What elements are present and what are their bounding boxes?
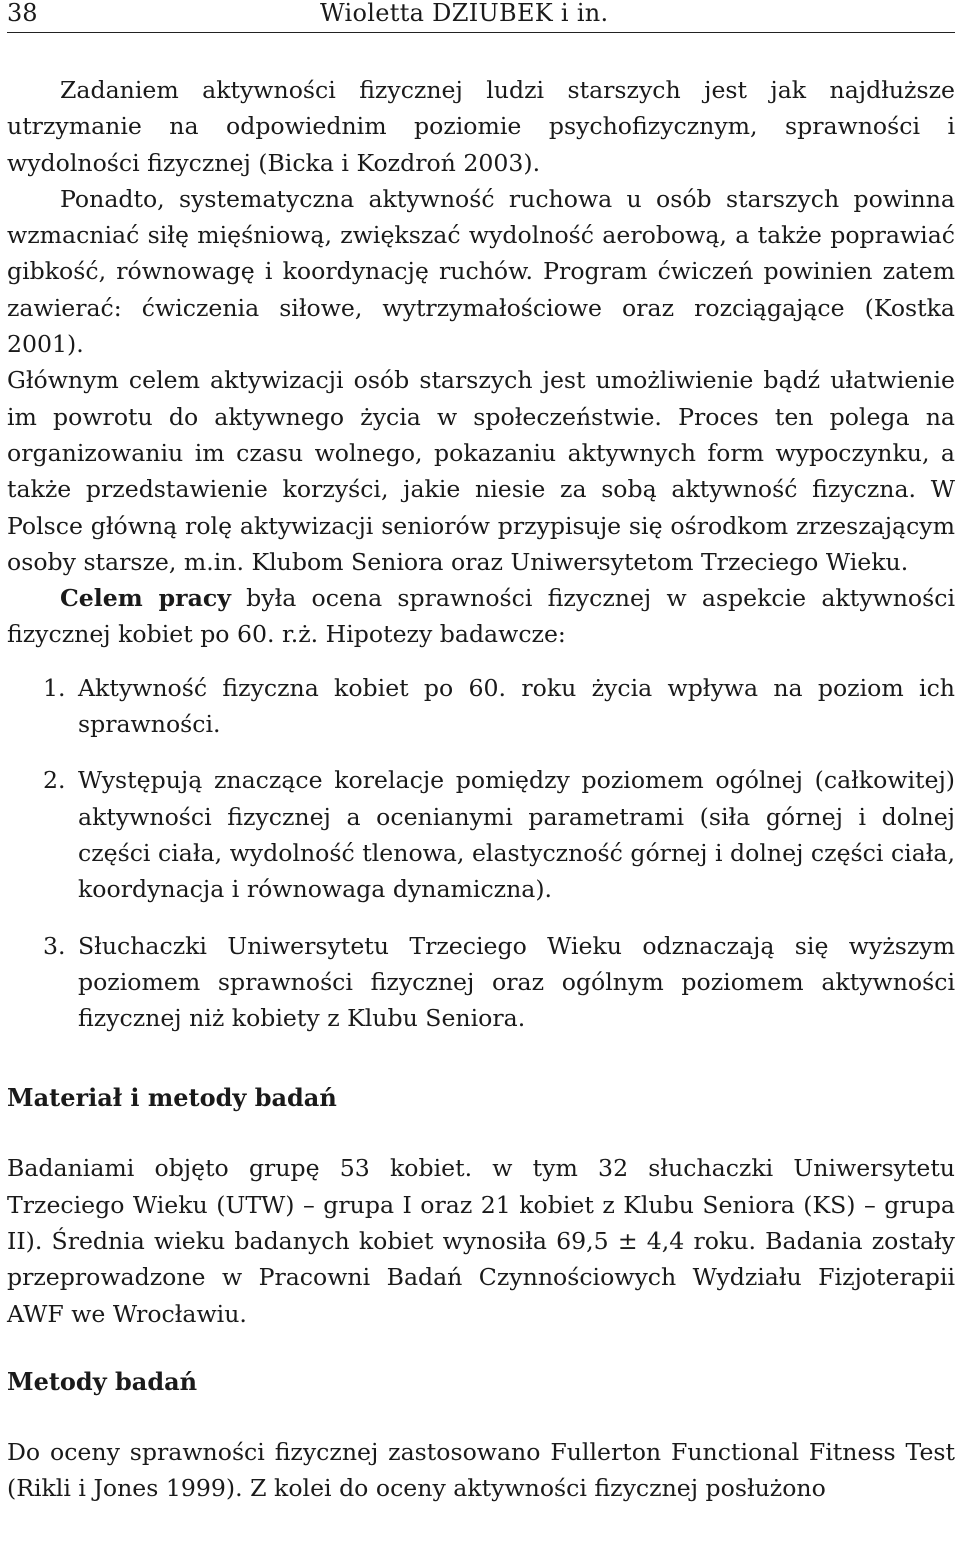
aim-label: Celem pracy xyxy=(60,584,231,613)
section-heading-metody: Metody badań xyxy=(7,1366,198,1396)
page-number: 38 xyxy=(7,0,38,27)
running-head xyxy=(7,0,955,33)
paragraph-intro-3: Głównym celem aktywizacji osób starszych jest umożliwienie bądź ułatwienie im powrotu do aktywnego życia w społeczeństwie. Proces ten polega na organizowaniu im czasu wolnego, pokazaniu aktywnych form wypoczynku, a także przedstawienie korzyści, jakie niesie za sobą aktywność fizyczna. W Polsce główną rolę aktywizacji seniorów przypisuje się ośrodkom zrzeszającym osoby starsze, m.in. Klubom Seniora oraz Uniwersytetom Trzeciego Wieku. xyxy=(7,366,955,576)
paragraph-intro-2: Ponadto, systematyczna aktywność ruchowa u osób starszych powinna wzmacniać siłę mięśniową, zwiększać wydolność aerobową, a także poprawiać gibkość, równowagę i koordynację ruchów. Program ćwiczeń powinien zatem zawierać: ćwiczenia siłowe, wytrzymałościowe oraz rozciągające (Kostka 2001). xyxy=(7,184,955,359)
page xyxy=(7,0,955,1507)
hypothesis-item xyxy=(7,928,955,1037)
section-heading-material: Materiał i metody badań xyxy=(7,1083,337,1113)
hypothesis-text: Występują znaczące korelacje pomiędzy poziomem ogólnej (całkowitej) aktywności fizycznej a ocenianymi parametrami (siła górnej i dolnej części ciała, wydolność tlenowa, elastyczność górnej i dolnej części ciała, koordynacja i równowaga dynamiczna). xyxy=(78,766,955,904)
hypothesis-text: Aktywność fizyczna kobiet po 60. roku życia wpływa na poziom ich sprawności. xyxy=(78,673,955,739)
paragraph-intro-1: Zadaniem aktywności fizycznej ludzi starszych jest jak najdłuższe utrzymanie na odpowiednim poziomie psychofizycznym, sprawności i wydolności fizycznej (Bicka i Kozdroń 2003). xyxy=(7,76,955,177)
paragraph-material: Badaniami objęto grupę 53 kobiet. w tym 32 słuchaczki Uniwersytetu Trzeciego Wieku (UTW) – grupa I oraz 21 kobiet z Klubu Seniora (KS) – grupa II). Średnia wieku badanych kobiet wynosiła 69,5 ± 4,4 roku. Badania zostały przeprowadzone w Pracowni Badań Czynnościowych Wydziału Fizjoterapii AWF we Wrocławiu. xyxy=(7,1154,955,1328)
hypothesis-number: 2. xyxy=(43,766,66,795)
hypothesis-number: 1. xyxy=(43,673,66,702)
hypothesis-number: 3. xyxy=(43,931,66,960)
paragraph-metody: Do oceny sprawności fizycznej zastosowano Fullerton Functional Fitness Test (Rikli i Jones 1999). Z kolei do oceny aktywności fizycznej posłużono xyxy=(7,1437,955,1503)
hypotheses-list xyxy=(7,670,955,1037)
hypothesis-item xyxy=(7,670,955,743)
hypothesis-text: Słuchaczki Uniwersytetu Trzeciego Wieku odznaczają się wyższym poziomem sprawności fizycznej oraz ogólnym poziomem aktywności fizycznej niż kobiety z Klubu Seniora. xyxy=(78,931,955,1033)
aim-text: była ocena sprawności fizycznej w aspekcie aktywności fizycznej kobiet po 60. r.ż. Hipotezy badawcze: xyxy=(7,584,955,649)
running-title: Wioletta DZIUBEK i in. xyxy=(320,0,609,27)
hypothesis-item xyxy=(7,762,955,907)
paragraph-aim xyxy=(7,580,955,653)
